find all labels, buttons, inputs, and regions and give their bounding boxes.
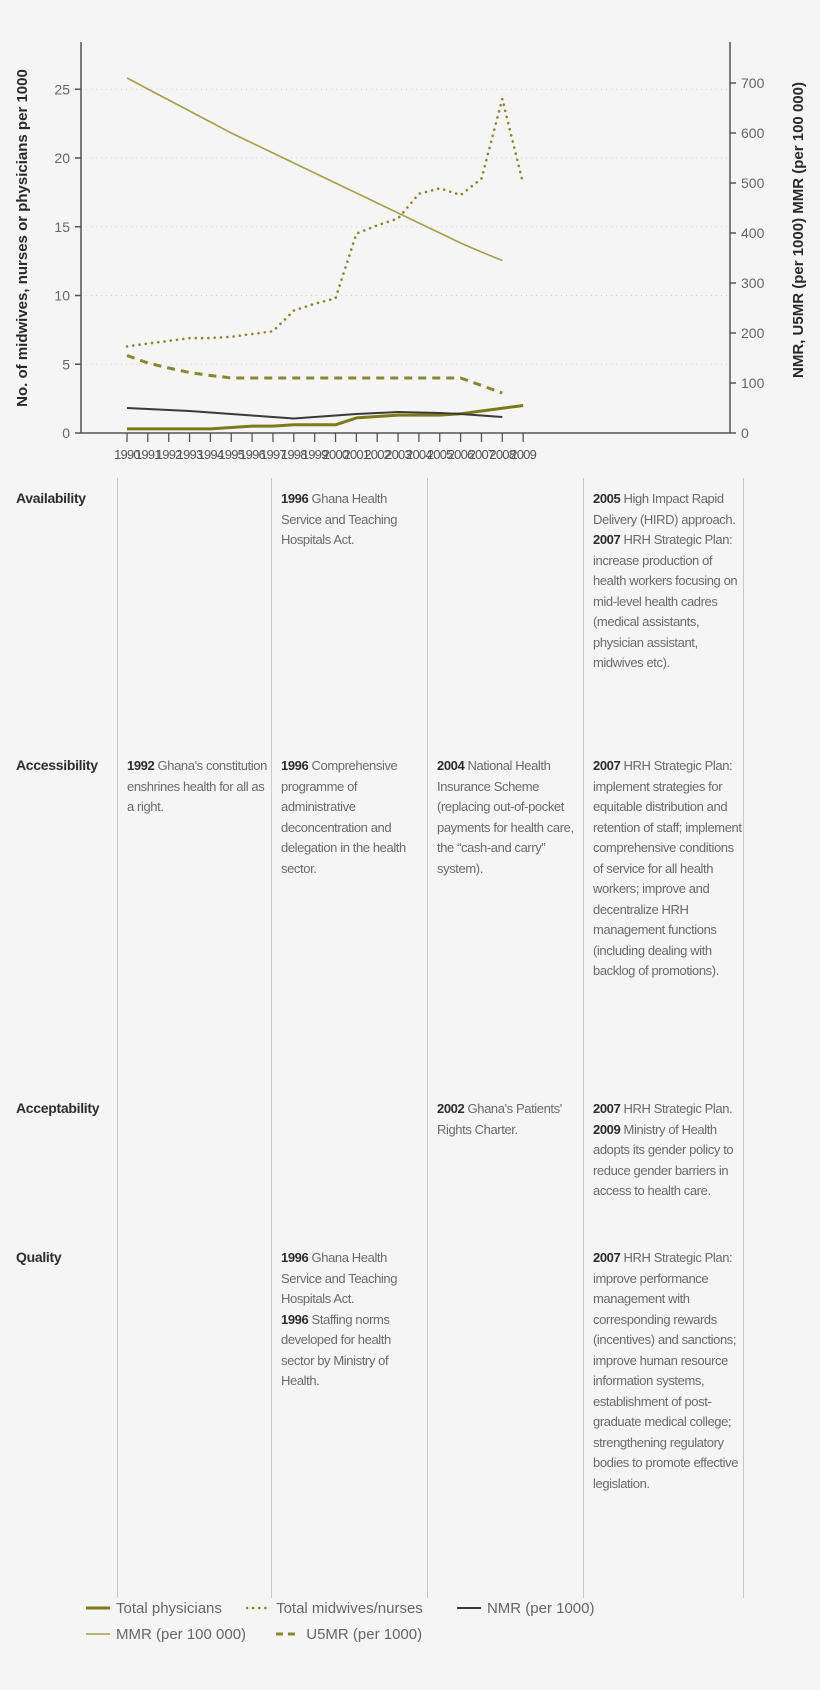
column-divider [427, 478, 428, 1598]
policy-text: Staffing norms developed for health sector by Ministry of Health. [281, 1311, 391, 1388]
column-divider [271, 478, 272, 1598]
left-tick-label: 0 [62, 425, 70, 441]
column-divider [117, 478, 118, 1598]
solid-dark-line-icon [457, 1605, 481, 1611]
left-tick-label: 20 [54, 150, 70, 166]
policy-entry [281, 756, 426, 879]
table-cell [281, 756, 426, 879]
legend-total-physicians: Total physicians [86, 1600, 222, 1617]
x-tick-label: 1990 [114, 447, 140, 462]
policy-year: 2009 [593, 1121, 621, 1137]
line-chart [0, 0, 820, 470]
x-tick-label: 2008 [489, 447, 516, 462]
policy-year: 2002 [437, 1101, 465, 1116]
dashed-line-icon [276, 1631, 300, 1637]
left-tick-label: 10 [54, 287, 70, 304]
legend-total-midwives-nurses: Total midwives/nurses [246, 1600, 423, 1617]
x-tick-label: 1993 [176, 447, 203, 462]
policy-year: 2007 [593, 1101, 621, 1116]
policy-text: Ghana's constitution enshrines health for all as a right. [127, 758, 267, 814]
right-tick-label: 500 [741, 175, 765, 191]
x-tick-label: 1992 [155, 447, 182, 462]
policy-text: Ghana Health Service and Teaching Hospitals Act. [281, 1250, 398, 1306]
policy-year: 1992 [127, 758, 155, 773]
legend-row-1 [86, 1598, 615, 1617]
x-tick-label: 2001 [343, 447, 370, 462]
policy-year: 2004 [437, 758, 465, 773]
left-tick-label: 5 [62, 356, 70, 373]
table-cell [281, 489, 426, 551]
policy-entry [593, 1248, 743, 1494]
table-cell [593, 1099, 743, 1202]
table-cell [127, 756, 272, 818]
right-tick-label: 200 [741, 325, 765, 341]
policy-text: National Health Insurance Scheme (replacing out-of-pocket payments for health care, the “cash-and carry” system). [437, 758, 574, 876]
x-tick-label: 2006 [447, 447, 474, 462]
policy-text: Ghana Health Service and Teaching Hospitals Act. [281, 491, 398, 547]
row-label-acceptability: Acceptability [16, 1100, 100, 1116]
table-cell [281, 1248, 426, 1392]
left-tick-label: 25 [54, 81, 70, 98]
policy-entry [593, 1120, 743, 1202]
left-axis-title: No. of midwives, nurses or physicians per 1000 [14, 69, 31, 407]
policy-text: HRH Strategic Plan: implement strategies for equitable distribution and retention of staff; implement comprehensive conditions of service for all health workers; improve and decentralize HRH management functions (including dealing with backlog of promotions). [593, 758, 742, 978]
policy-entry [593, 1099, 743, 1120]
series-mmr-per-100-000 [127, 78, 502, 261]
policy-year: 2005 [593, 491, 621, 506]
policy-year: 1996 [281, 491, 309, 506]
policy-text: HRH Strategic Plan: increase production of health workers focusing on mid-level health cadres (medical assistants, physician assistant, midwives etc). [593, 532, 738, 670]
x-tick-label: 1995 [218, 447, 245, 462]
policy-entry [593, 489, 743, 530]
right-axis-title: NMR, U5MR (per 1000) MMR (per 100 000) [790, 82, 807, 378]
table-cell [593, 1248, 743, 1494]
legend-row-2 [86, 1624, 442, 1643]
series-lines [127, 78, 523, 429]
column-divider [583, 478, 584, 1598]
legend-mmr: MMR (per 100 000) [86, 1626, 246, 1643]
x-tick-label: 1997 [260, 447, 286, 462]
right-tick-label: 700 [741, 75, 765, 91]
policy-year: 2007 [593, 758, 621, 773]
x-tick-label: 2003 [385, 447, 411, 462]
x-tick-label: 2007 [468, 447, 495, 462]
column-divider [743, 478, 744, 1598]
right-tick-label: 100 [741, 375, 765, 391]
x-tick-label: 2005 [426, 447, 453, 462]
policy-entry [281, 1310, 426, 1392]
right-tick-label: 0 [741, 425, 749, 441]
right-tick-label: 300 [741, 275, 765, 291]
legend-u5mr: U5MR (per 1000) [276, 1626, 422, 1643]
right-tick-label: 600 [741, 125, 765, 141]
series-nmr-per-1000 [127, 408, 502, 419]
series-u5mr-per-1000 [127, 356, 502, 394]
gridlines [81, 89, 730, 364]
x-tick-label: 1991 [134, 447, 161, 462]
legend-nmr: NMR (per 1000) [457, 1600, 595, 1617]
row-label-availability: Availability [16, 490, 86, 506]
x-tick-label: 2004 [406, 447, 432, 462]
x-tick-label: 1996 [239, 447, 265, 462]
row-label-accessibility: Accessibility [16, 757, 98, 773]
table-cell [437, 1099, 582, 1140]
policy-text: Ministry of Health adopts its gender policy to reduce gender barriers in access to health care. [593, 1121, 734, 1198]
policy-text: HRH Strategic Plan. [623, 1101, 733, 1116]
table-cell [593, 756, 743, 982]
policy-text: Ghana's Patients' Rights Charter. [437, 1101, 562, 1137]
solid-thin-line-icon [86, 1631, 110, 1637]
x-tick-label: 1998 [280, 447, 307, 462]
table-cell [593, 489, 743, 674]
table-cell [437, 756, 582, 879]
x-tick-label: 2000 [322, 447, 349, 462]
x-tick-label: 1994 [197, 447, 224, 462]
policy-year: 1996 [281, 758, 309, 773]
policy-year: 2007 [593, 532, 621, 547]
policy-year: 1996 [281, 1311, 309, 1327]
x-tick-label: 2002 [364, 447, 391, 462]
policy-entry [281, 489, 426, 551]
right-tick-label: 400 [741, 225, 765, 241]
axes [54, 42, 764, 462]
left-tick-label: 15 [54, 218, 70, 235]
row-label-quality: Quality [16, 1249, 62, 1265]
policy-entry [127, 756, 272, 818]
policy-year: 1996 [281, 1250, 309, 1265]
policy-entry [437, 1099, 582, 1140]
policy-entry [437, 756, 582, 879]
policy-entry [281, 1248, 426, 1310]
policy-text: Comprehensive programme of administrative deconcentration and delegation in the health sector. [281, 758, 406, 876]
policy-entry [593, 530, 743, 674]
x-tick-label: 2009 [510, 447, 537, 462]
policy-text: High Impact Rapid Delivery (HIRD) approach. [593, 491, 736, 527]
policy-year: 2007 [593, 1250, 621, 1265]
solid-thick-line-icon [86, 1605, 110, 1611]
policy-entry [593, 756, 743, 982]
series-total-midwives-nurses [127, 99, 523, 347]
dotted-line-icon [246, 1605, 270, 1611]
x-tick-label: 1999 [301, 447, 328, 462]
policy-text: HRH Strategic Plan: improve performance management with corresponding rewards (incentives) and sanctions; improve human resource information systems, establishment of post-graduate medical college; strengthening regulatory bodies to promote effective legislation. [593, 1250, 739, 1491]
